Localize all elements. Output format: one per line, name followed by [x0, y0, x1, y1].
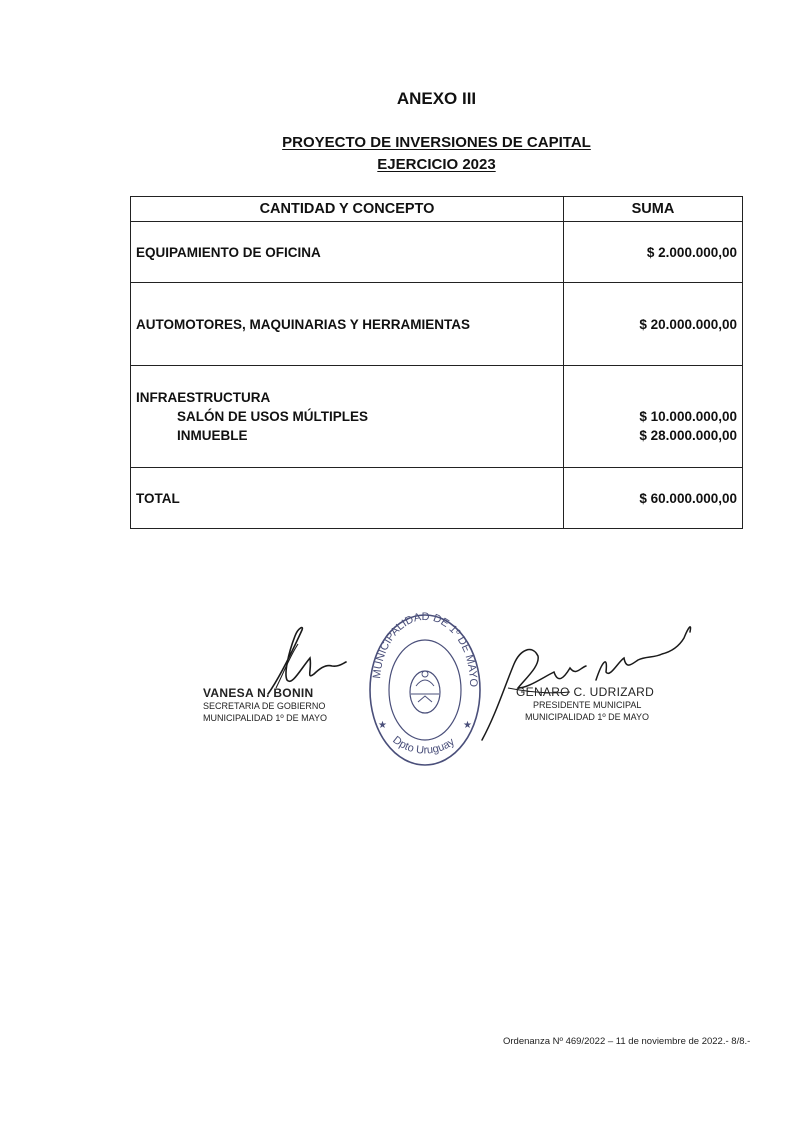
signer-role: SECRETARIA DE GOBIERNO [203, 701, 326, 711]
signature-right [516, 685, 654, 722]
signature-left [203, 686, 327, 723]
subtitle-project: PROYECTO DE INVERSIONES DE CAPITAL [282, 134, 591, 151]
signer-name: VANESA N. BONIN [203, 686, 314, 700]
row-concept: AUTOMOTORES, MAQUINARIAS Y HERRAMIENTAS [131, 283, 564, 366]
row-concept: EQUIPAMIENTO DE OFICINA [131, 222, 564, 283]
table-row [131, 222, 743, 283]
signer-institution: MUNICIPALIDAD 1º DE MAYO [525, 712, 649, 722]
row-amount: $ 2.000.000,00 [564, 222, 743, 283]
signer-name: GENARO C. UDRIZARD [516, 685, 655, 699]
seal-ring-text: MUNICIPALIDAD DE 1º DE MAYO [371, 612, 480, 688]
sub-item-amount: $ 28.000.000,00 [639, 428, 737, 443]
table-row [131, 283, 743, 366]
total-row [131, 468, 743, 529]
coat-of-arms-icon [410, 671, 440, 713]
annex-title: ANEXO III [396, 89, 477, 108]
capital-investment-table [130, 196, 743, 529]
sub-item-concept: SALÓN DE USOS MÚLTIPLES [177, 409, 369, 424]
group-heading: INFRAESTRUCTURA [136, 390, 271, 405]
row-concept-group [131, 366, 564, 468]
sub-item-concept: INMUEBLE [177, 428, 248, 443]
table-header-row [131, 197, 743, 222]
subtitle-year: EJERCICIO 2023 [377, 156, 496, 173]
municipal-seal [366, 612, 484, 772]
svg-text:★: ★ [463, 720, 472, 731]
signer-role: PRESIDENTE MUNICIPAL [533, 700, 642, 710]
header-amount: SUMA [564, 197, 743, 222]
svg-text:★: ★ [378, 720, 387, 731]
row-amount: $ 20.000.000,00 [564, 283, 743, 366]
total-label: TOTAL [131, 468, 564, 529]
sub-item-amount: $ 10.000.000,00 [639, 409, 737, 424]
right-signature-scribble [470, 618, 700, 748]
header-concept: CANTIDAD Y CONCEPTO [131, 197, 564, 222]
table-row [131, 366, 743, 468]
signer-institution: MUNICIPALIDAD 1º DE MAYO [203, 713, 327, 723]
total-amount: $ 60.000.000,00 [564, 468, 743, 529]
row-amount-group [564, 366, 743, 468]
page-footer: Ordenanza Nº 469/2022 – 11 de noviembre de 2022.- 8/8.- [503, 1036, 751, 1047]
seal-bottom-text: Dpto Uruguay [390, 734, 457, 757]
